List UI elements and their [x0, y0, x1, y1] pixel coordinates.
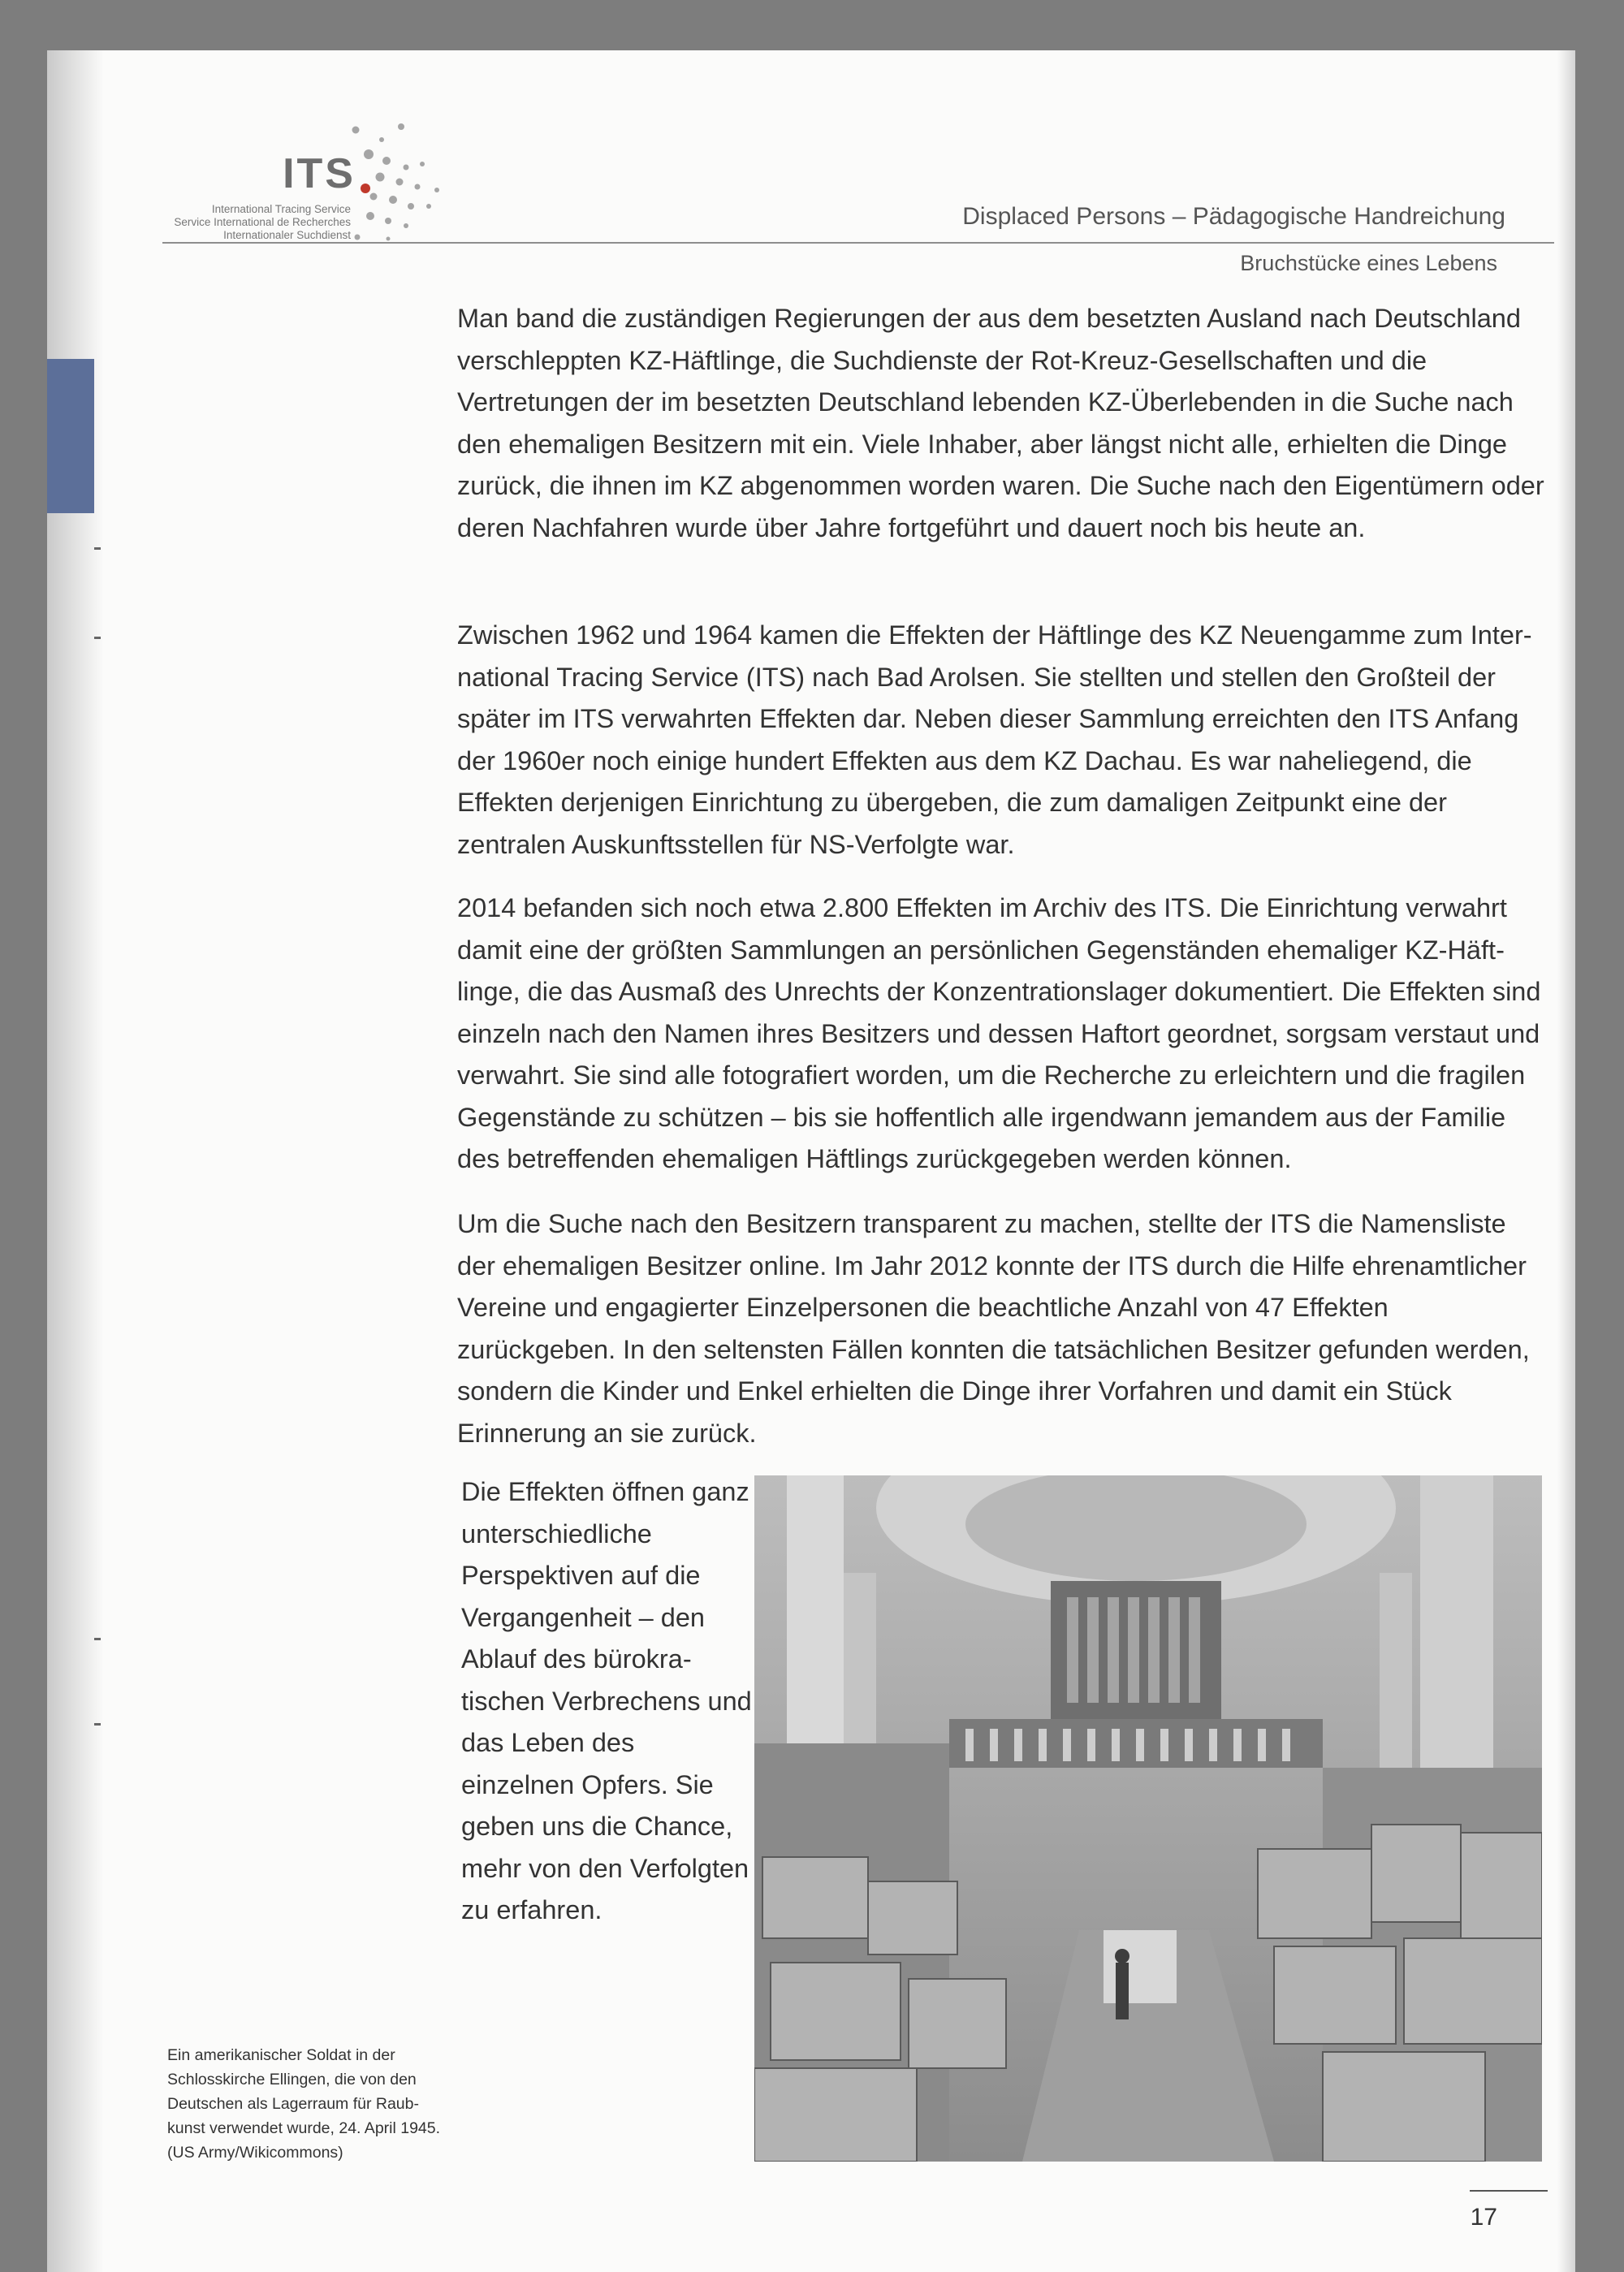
page-edge: [1557, 50, 1575, 2272]
photo-caption: Ein amerikanischer Soldat in der Schlosskirche Ellingen, die von den Deutschen als Lagerraum für Raubkunst verwendet wurde, 24. April 1945. (US Army/Wikicommons): [167, 2046, 441, 2162]
header-rule: [162, 242, 1554, 244]
binding-mark: [94, 547, 101, 550]
binding-mark: [94, 1638, 101, 1640]
logo-line: Service International de Recherches: [174, 216, 351, 228]
binding-mark: [94, 1723, 101, 1726]
body-paragraph: 2014 befanden sich noch etwa 2.800 Effekten im Archiv des ITS. Die Einrichtung verwahrt damit eine der größten Sammlungen an persönlichen Gegenständen ehemaliger KZ-Häftlinge, die das Ausmaß des Unrechts der Konzentrationslager dokumentiert. Die Effekten sind einzeln nach den Namen ihres Besitzers und dessen Haftort geordnet, sorgsam verstaut und verwahrt. Sie sind alle fotografiert worden, um die Recherche zu erleichtern und die fragilen Gegenstände zu schützen – bis sie hoffentlich alle irgendwann jemandem aus der Familie des betreffenden ehemaligen Häftlings zurückgegeben werden können.: [457, 893, 1541, 1173]
church-storage-photo: [754, 1475, 1542, 2162]
pull-quote: Die Effekten öffnen ganz unterschiedliche Perspektiven auf die Vergangenheit – den Ablauf des bürokratischen Verbrechens und das Leben des einzelnen Opfers. Sie geben uns die Chance, mehr von den Verfolgten zu erfahren.: [461, 1477, 752, 1924]
logo-line: International Tracing Service: [211, 203, 351, 215]
body-paragraph: Man band die zuständigen Regierungen der aus dem besetzten Ausland nach Deutschland verschleppten KZ-Häftlinge, die Suchdienste der Rot-Kreuz-Gesellschaften und die Vertretungen der im besetzten Deutschland lebenden KZ-Überlebenden in die Suche nach den ehemaligen Besitzern mit ein. Viele Inhaber, aber längst nicht alle, erhielten die Dinge zurück, die ihnen im KZ abgenommen worden waren. Die Suche nach den Eigentümern oder deren Nachfahren wurde über Jahre fortgeführt und dauert noch bis heute an.: [457, 304, 1544, 542]
body-paragraph: Zwischen 1962 und 1964 kamen die Effekten der Häftlinge des KZ Neuengamme zum International Tracing Service (ITS) nach Bad Arolsen. Sie stellten und stellen den Großteil der später im ITS verwahrten Effekten dar. Neben dieser Sammlung erreichten den ITS Anfang der 1960er noch einige hundert Effekten aus dem KZ Dachau. Es war naheliegend, die Effekten derjenigen Einrichtung zu übergeben, die zum damaligen Zeitpunkt eine der zentralen Auskunftsstellen für NS-Verfolgte war.: [457, 620, 1532, 859]
binding-mark: [94, 637, 101, 639]
logo-wordmark: ITS: [283, 150, 356, 197]
blue-margin-tab: [47, 359, 94, 513]
header-subtitle: Bruchstücke eines Lebens: [1240, 251, 1497, 275]
logo-line: Internationaler Suchdienst: [223, 229, 351, 241]
footer-rule: [1470, 2190, 1548, 2192]
page-number: 17: [1470, 2204, 1497, 2231]
header-title: Displaced Persons – Pädagogische Handreichung: [962, 203, 1505, 230]
its-logo: [112, 115, 453, 245]
historical-photo: [754, 1475, 1542, 2162]
body-paragraph: Um die Suche nach den Besitzern transparent zu machen, stellte der ITS die Namensliste der ehemaligen Besitzer online. Im Jahr 2012 konnte der ITS durch die Hilfe ehrenamtlicher Vereine und engagierter Einzelpersonen die beachtliche Anzahl von 47 Effekten zurückgeben. In den seltensten Fällen konnten die tatsächlichen Besitzer gefunden werden, sondern die Kinder und Enkel erhielten die Dinge ihrer Vorfahren und damit ein Stück Erinnerung an sie zurück.: [457, 1209, 1530, 1448]
page: [47, 50, 1575, 2272]
